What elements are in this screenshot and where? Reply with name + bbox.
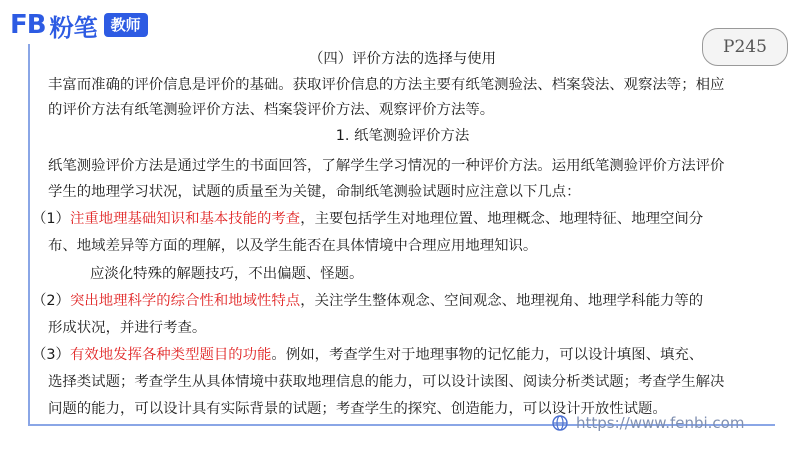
- footer-url[interactable]: https://www.fenbi.com: [576, 414, 745, 432]
- paragraph-line: 的评价方法有纸笔测验评价方法、档案袋评价方法、观察评价方法等。: [48, 102, 495, 118]
- paragraph-line: 形成状况，并进行考查。: [48, 320, 207, 336]
- section-title: （四）评价方法的选择与使用: [308, 51, 497, 67]
- logo-text: 粉笔: [49, 13, 98, 42]
- logo-mark: FB: [10, 10, 46, 40]
- list-item-2: [32, 292, 703, 311]
- item-text: ，主要包括学生对地理位置、地理概念、地理特征、地理空间分: [300, 211, 704, 227]
- highlighted-text: 有效地发挥各种类型题目的功能: [69, 347, 272, 363]
- item-number: （3）: [32, 347, 70, 363]
- paragraph-line: 布、地域差异等方面的理解，以及学生能否在具体情境中合理应用地理知识。: [48, 238, 538, 254]
- paragraph-line: 问题的能力，可以设计具有实际背景的试题；考查学生的探究、创造能力，可以设计开放性试题。: [48, 401, 667, 417]
- highlighted-text: 注重地理基础知识和基本技能的考查: [69, 211, 301, 227]
- paragraph-line: 丰富而准确的评价信息是评价的基础。获取评价信息的方法主要有纸笔测验法、档案袋法、观察法等；相应: [48, 77, 725, 93]
- footer-link[interactable]: [552, 414, 744, 432]
- paragraph-line: 学生的地理学习状况，试题的质量至为关键，命制纸笔测验试题时应注意以下几点：: [48, 184, 581, 200]
- highlighted-text: 突出地理科学的综合性和地域性特点: [69, 293, 301, 309]
- paragraph-line: 纸笔测验评价方法是通过学生的书面回答，了解学生学习情况的一种评价方法。运用纸笔测验评价方法评价: [48, 158, 725, 174]
- subsection-title: 1. 纸笔测验评价方法: [335, 128, 470, 144]
- list-item-1: [32, 210, 703, 229]
- item-text: ，关注学生整体观念、空间观念、地理视角、地理学科能力等的: [300, 293, 704, 309]
- paragraph-line: 选择类试题；考查学生从具体情境中获取地理信息的能力，可以设计读图、阅读分析类试题；考查学生解决: [48, 374, 725, 390]
- note-line: 应淡化特殊的解题技巧，不出偏题、怪题。: [90, 266, 364, 282]
- list-item-3: [32, 346, 703, 365]
- item-number: （1）: [32, 211, 70, 227]
- item-text: 。例如，考查学生对于地理事物的记忆能力，可以设计填图、填充、: [271, 347, 704, 363]
- item-number: （2）: [32, 293, 70, 309]
- page-number-badge: P245: [702, 28, 788, 66]
- logo-tag: 教师: [104, 13, 148, 37]
- globe-icon: [552, 415, 568, 431]
- fenbi-logo: [10, 6, 148, 44]
- content-frame: [28, 44, 775, 426]
